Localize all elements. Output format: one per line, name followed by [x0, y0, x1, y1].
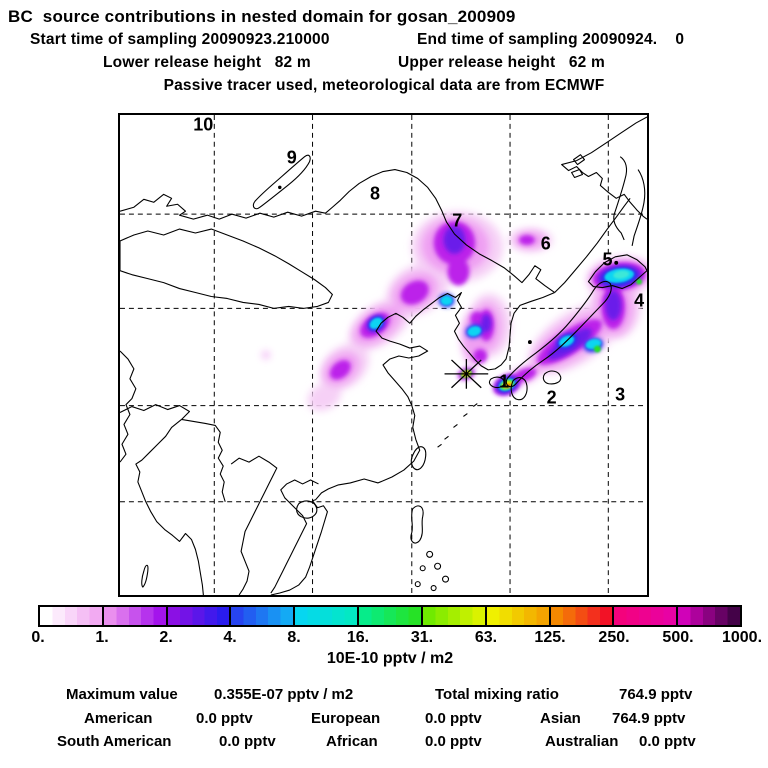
island-small-amur-2: [572, 170, 583, 178]
end-time-text: End time of sampling 20090924. 0: [417, 31, 685, 48]
european-label: European: [311, 710, 381, 727]
coastline-tatar-strait: [632, 170, 645, 246]
trajectory-day-10: 10: [193, 114, 214, 135]
trajectory-day-3: 3: [615, 384, 626, 405]
coastline-korea-china: [313, 293, 555, 501]
gosan-station-marker: [445, 359, 489, 389]
colorbar-segment-5: [295, 607, 359, 625]
max-value: 0.355E-07 pptv / m2: [214, 686, 354, 703]
island-philippine-1: [427, 551, 433, 557]
african-value: 0.0 pptv: [425, 733, 482, 750]
colorbar-tick-500: 500.: [662, 629, 694, 646]
trajectory-day-6: 6: [540, 233, 551, 254]
colorbar-tick-31: 31.: [410, 629, 434, 646]
lake-baikal: [253, 155, 310, 208]
island-taiwan: [411, 447, 426, 470]
start-time-text: Start time of sampling 20090923.210000: [30, 31, 330, 48]
islands-ryukyu: [438, 404, 478, 448]
island-philippine-3: [420, 566, 425, 571]
colorbar-segment-8: [487, 607, 551, 625]
colorbar-tick-2: 2.: [159, 629, 173, 646]
colorbar-tick-125: 125.: [534, 629, 566, 646]
total-ratio-value: 764.9 pptv: [619, 686, 693, 703]
colorbar-tick-1000: 1000.: [721, 629, 763, 646]
trajectory-day-8: 8: [370, 183, 381, 204]
trajectory-day-1: 1: [499, 371, 510, 392]
colorbar-ticks: [0, 629, 768, 647]
trajectory-day-4: 4: [634, 290, 645, 311]
trajectory-day-5: 5: [602, 249, 613, 270]
colorbar-unit-label: 10E-10 pptv / m2: [326, 650, 454, 667]
colorbar-segment-7: [423, 607, 487, 625]
max-value-label: Maximum value: [66, 686, 178, 703]
colorbar-tick-1: 1.: [95, 629, 109, 646]
colorbar-segment-6: [359, 607, 423, 625]
island-philippine-5: [431, 586, 436, 591]
colorbar-segment-9: [551, 607, 615, 625]
island-philippine-2: [435, 563, 441, 569]
coastline-okhotsk: [562, 117, 647, 219]
island-philippine-4: [443, 576, 449, 582]
total-ratio-label: Total mixing ratio: [435, 686, 559, 703]
colorbar-segment-4: [231, 607, 295, 625]
island-luzon: [411, 506, 423, 543]
colorbar-segment-2: [104, 607, 168, 625]
border-mongolia: [120, 229, 332, 308]
border-myanmar-east: [182, 419, 226, 501]
south-american-label: South American: [57, 733, 172, 750]
map-canvas: [120, 115, 647, 595]
figure-title: BC source contributions in nested domain for gosan_200909: [8, 7, 516, 26]
trajectory-day-7: 7: [452, 210, 463, 231]
lower-release-text: Lower release height 82 m: [103, 54, 311, 71]
colorbar-track: [38, 605, 742, 627]
american-value: 0.0 pptv: [196, 710, 253, 727]
border-left-inner: [120, 405, 189, 420]
colorbar-tick-63: 63.: [474, 629, 498, 646]
colorbar-segment-1: [40, 607, 104, 625]
island-near-5: [615, 261, 618, 264]
border-myanmar: [136, 419, 203, 595]
colorbar-segment-11: [678, 607, 740, 625]
asian-value: 764.9 pptv: [612, 710, 686, 727]
map-frame: [118, 113, 649, 597]
border-thailand: [231, 456, 277, 595]
island-olkhon: [279, 186, 281, 188]
australian-label: Australian: [545, 733, 619, 750]
colorbar-tick-16: 16.: [346, 629, 370, 646]
australian-value: 0.0 pptv: [639, 733, 696, 750]
american-label: American: [84, 710, 153, 727]
european-value: 0.0 pptv: [425, 710, 482, 727]
upper-release-text: Upper release height 62 m: [398, 54, 605, 71]
island-philippine-6: [415, 582, 420, 587]
tracer-info-text: Passive tracer used, meteorological data are from ECMWF: [163, 77, 605, 94]
trajectory-day-2: 2: [546, 387, 557, 408]
african-label: African: [326, 733, 378, 750]
colorbar-segment-3: [168, 607, 232, 625]
island-hainan: [297, 501, 317, 518]
island-andaman: [142, 565, 148, 587]
island-ulleung: [528, 341, 531, 344]
colorbar-tick-0: 0.: [31, 629, 45, 646]
colorbar-tick-250: 250.: [598, 629, 630, 646]
colorbar-tick-8: 8.: [287, 629, 301, 646]
colorbar-tick-4: 4.: [223, 629, 237, 646]
border-laos-vietnam-inner: [271, 480, 319, 593]
colorbar-segment-10: [614, 607, 678, 625]
asian-label: Asian: [540, 710, 581, 727]
south-american-value: 0.0 pptv: [219, 733, 276, 750]
trajectory-day-9: 9: [286, 147, 297, 168]
